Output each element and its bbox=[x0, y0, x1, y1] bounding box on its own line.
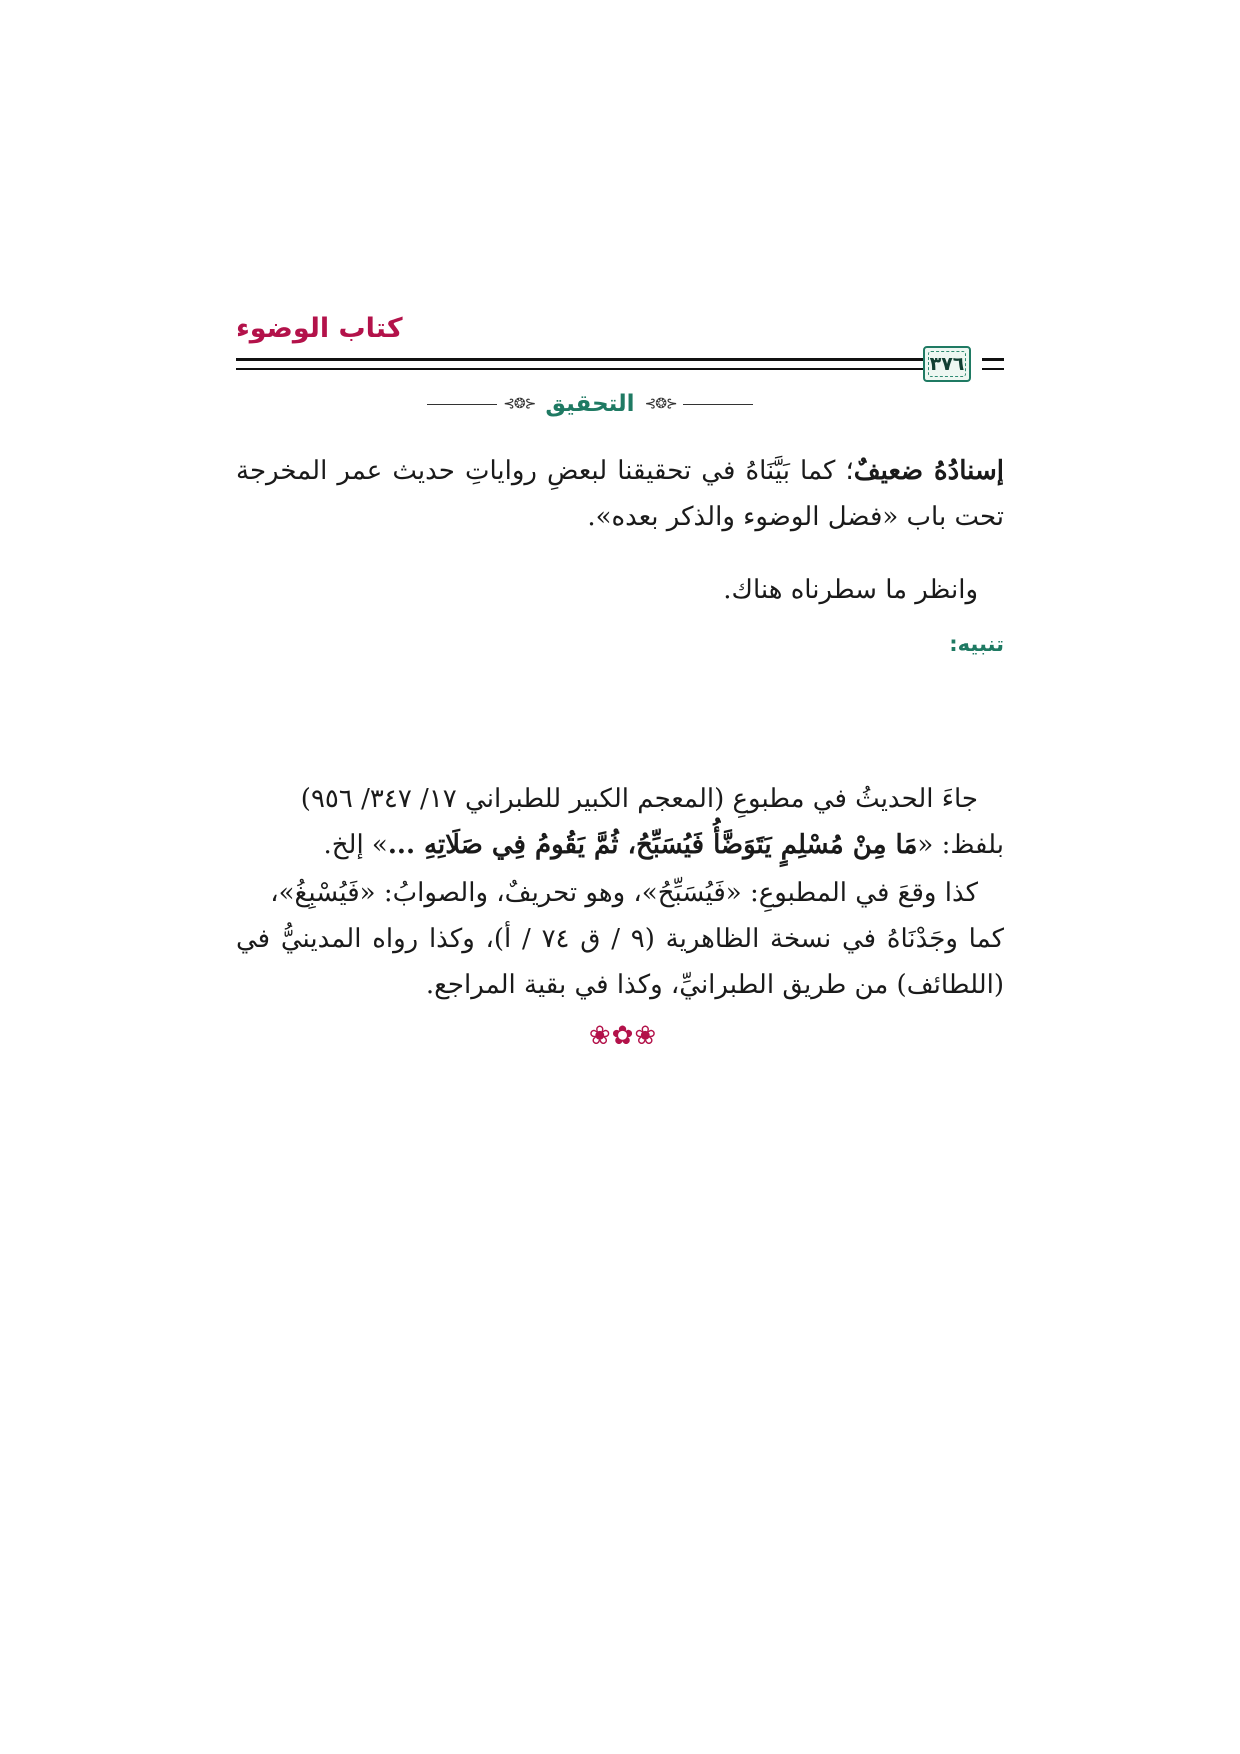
correction-text-first: كذا وقعَ في المطبوعِ: «فَيُسَبِّحُ»، وهو تحريفٌ، والصوابُ: «فَيُسْبِغُ»، bbox=[270, 878, 978, 908]
flourish-icon: ⊰❂⊱ bbox=[503, 396, 536, 412]
end-ornament-icon: ❀✿❀ bbox=[588, 1021, 658, 1051]
hadith-quote: مَا مِنْ مُسْلِمٍ يَتَوَضَّأُ فَيُسَبِّحُ، ثُمَّ يَقُومُ فِي صَلَاتِهِ ... bbox=[387, 830, 918, 860]
wording-suffix: » إلخ. bbox=[323, 830, 388, 860]
heading-divider-left bbox=[427, 404, 497, 405]
header-rule-bottom bbox=[236, 368, 966, 370]
heading-divider-right bbox=[683, 404, 753, 405]
paragraph-isnad bbox=[236, 448, 1004, 540]
paragraph-correction bbox=[236, 870, 1004, 1008]
note-label: تنبيه: bbox=[949, 632, 1004, 656]
book-title: كتاب الوضوء bbox=[236, 313, 403, 344]
correction-text-rest: كما وجَدْنَاهُ في نسخة الظاهرية (٩ / ق ٧٤ / أ)، وكذا رواه المدينيُّ في (اللطائف) من طريق الطبرانيِّ، وكذا في بقية المراجع. bbox=[236, 924, 1005, 1000]
isnad-text: ؛ كما بَيَّنَاهُ في تحقيقنا لبعضِ رواياتِ حديث عمر المخرجة تحت باب «فضل الوضوء والذكر بعده». bbox=[236, 456, 1004, 532]
see-also-text: وانظر ما سطرناه هناك. bbox=[723, 575, 978, 605]
section-heading bbox=[380, 388, 800, 420]
paragraph-printed-edition bbox=[236, 776, 1004, 868]
header-rule-bottom-right bbox=[982, 368, 1004, 370]
page-number-badge bbox=[923, 346, 971, 382]
section-heading-text: التحقيق bbox=[545, 391, 635, 417]
page-number: ٣٧٦ bbox=[929, 353, 965, 375]
flourish-icon: ⊰❂⊱ bbox=[644, 396, 677, 412]
paragraph-see-also bbox=[236, 567, 1004, 613]
wording-line bbox=[236, 822, 1004, 868]
wording-prefix: بلفظ: « bbox=[917, 830, 1004, 860]
header-rule-top-right bbox=[982, 358, 1004, 361]
isnad-verdict: إسنادُهُ ضعيفٌ bbox=[853, 456, 1004, 486]
printed-edition-line: جاءَ الحديثُ في مطبوعِ (المعجم الكبير للطبراني ١٧/ ٣٤٧/ ٩٥٦) bbox=[300, 784, 978, 814]
header-rule-top bbox=[236, 358, 966, 361]
